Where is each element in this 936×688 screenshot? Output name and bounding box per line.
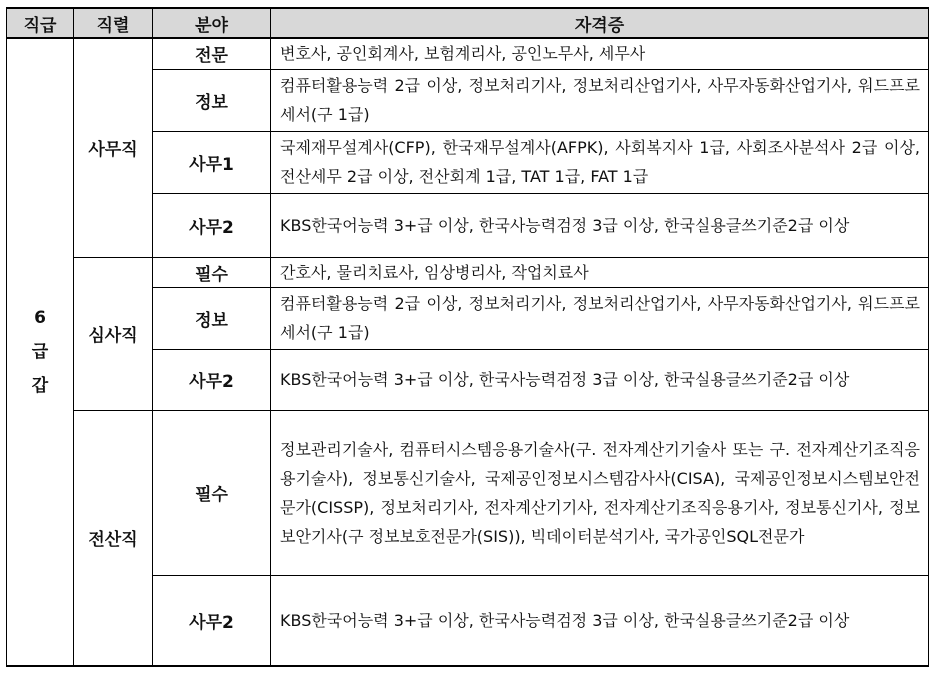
- header-grade: 직급: [7, 8, 74, 38]
- certs-cell: 국제재무설계사(CFP), 한국재무설계사(AFPK), 사회복지사 1급, 사회조사분석사 2급 이상, 전산세무 2급 이상, 전산회계 1급, TAT 1급, FAT 1급: [271, 131, 929, 193]
- certs-cell: 간호사, 물리치료사, 임상병리사, 작업치료사: [271, 257, 929, 287]
- grade-cell: [7, 38, 74, 666]
- certs-cell: 컴퓨터활용능력 2급 이상, 정보처리기사, 정보처리산업기사, 사무자동화산업기사, 워드프로세서(구 1급): [271, 287, 929, 349]
- table-row: [7, 257, 929, 287]
- field-cell: 전문: [153, 38, 271, 69]
- certs-cell: 변호사, 공인회계사, 보험계리사, 공인노무사, 세무사: [271, 38, 929, 69]
- job-cell: 전산직: [74, 410, 153, 666]
- certs-cell: 컴퓨터활용능력 2급 이상, 정보처리기사, 정보처리산업기사, 사무자동화산업기사, 워드프로세서(구 1급): [271, 69, 929, 131]
- field-cell: 사무2: [153, 575, 271, 666]
- field-cell: 필수: [153, 410, 271, 575]
- field-cell: 정보: [153, 287, 271, 349]
- certs-cell: 정보관리기술사, 컴퓨터시스템응용기술사(구. 전자계산기기술사 또는 구. 전자계산기조직응용기술사), 정보통신기술사, 국제공인정보시스템감사사(CISA), 국제공인정보시스템보안전문가(CISSP), 정보처리기사, 전자계산기기사, 전자계산기조직응용기사, 정보통신기사, 정보보안기사(구 정보보호전문가(SIS)), 빅데이터분석기사, 국가공인SQL전문가: [271, 410, 929, 575]
- table-row: [7, 410, 929, 575]
- field-cell: 사무2: [153, 193, 271, 257]
- grade-number: 6: [34, 308, 46, 328]
- header-row: [7, 8, 929, 38]
- field-cell: 사무2: [153, 349, 271, 410]
- job-cell: 사무직: [74, 38, 153, 257]
- field-cell: 정보: [153, 69, 271, 131]
- field-cell: 필수: [153, 257, 271, 287]
- certs-cell: KBS한국어능력 3+급 이상, 한국사능력검정 3급 이상, 한국실용글쓰기준2급 이상: [271, 349, 929, 410]
- header-field: 분야: [153, 8, 271, 38]
- job-cell: 심사직: [74, 257, 153, 410]
- certificate-table: [6, 7, 929, 667]
- header-job: 직렬: [74, 8, 153, 38]
- header-cert: 자격증: [271, 8, 929, 38]
- grade-class: 갑: [31, 376, 49, 396]
- grade-level: 급: [31, 342, 49, 362]
- field-cell: 사무1: [153, 131, 271, 193]
- certs-cell: KBS한국어능력 3+급 이상, 한국사능력검정 3급 이상, 한국실용글쓰기준2급 이상: [271, 193, 929, 257]
- table-row: [7, 38, 929, 69]
- certs-cell: KBS한국어능력 3+급 이상, 한국사능력검정 3급 이상, 한국실용글쓰기준2급 이상: [271, 575, 929, 666]
